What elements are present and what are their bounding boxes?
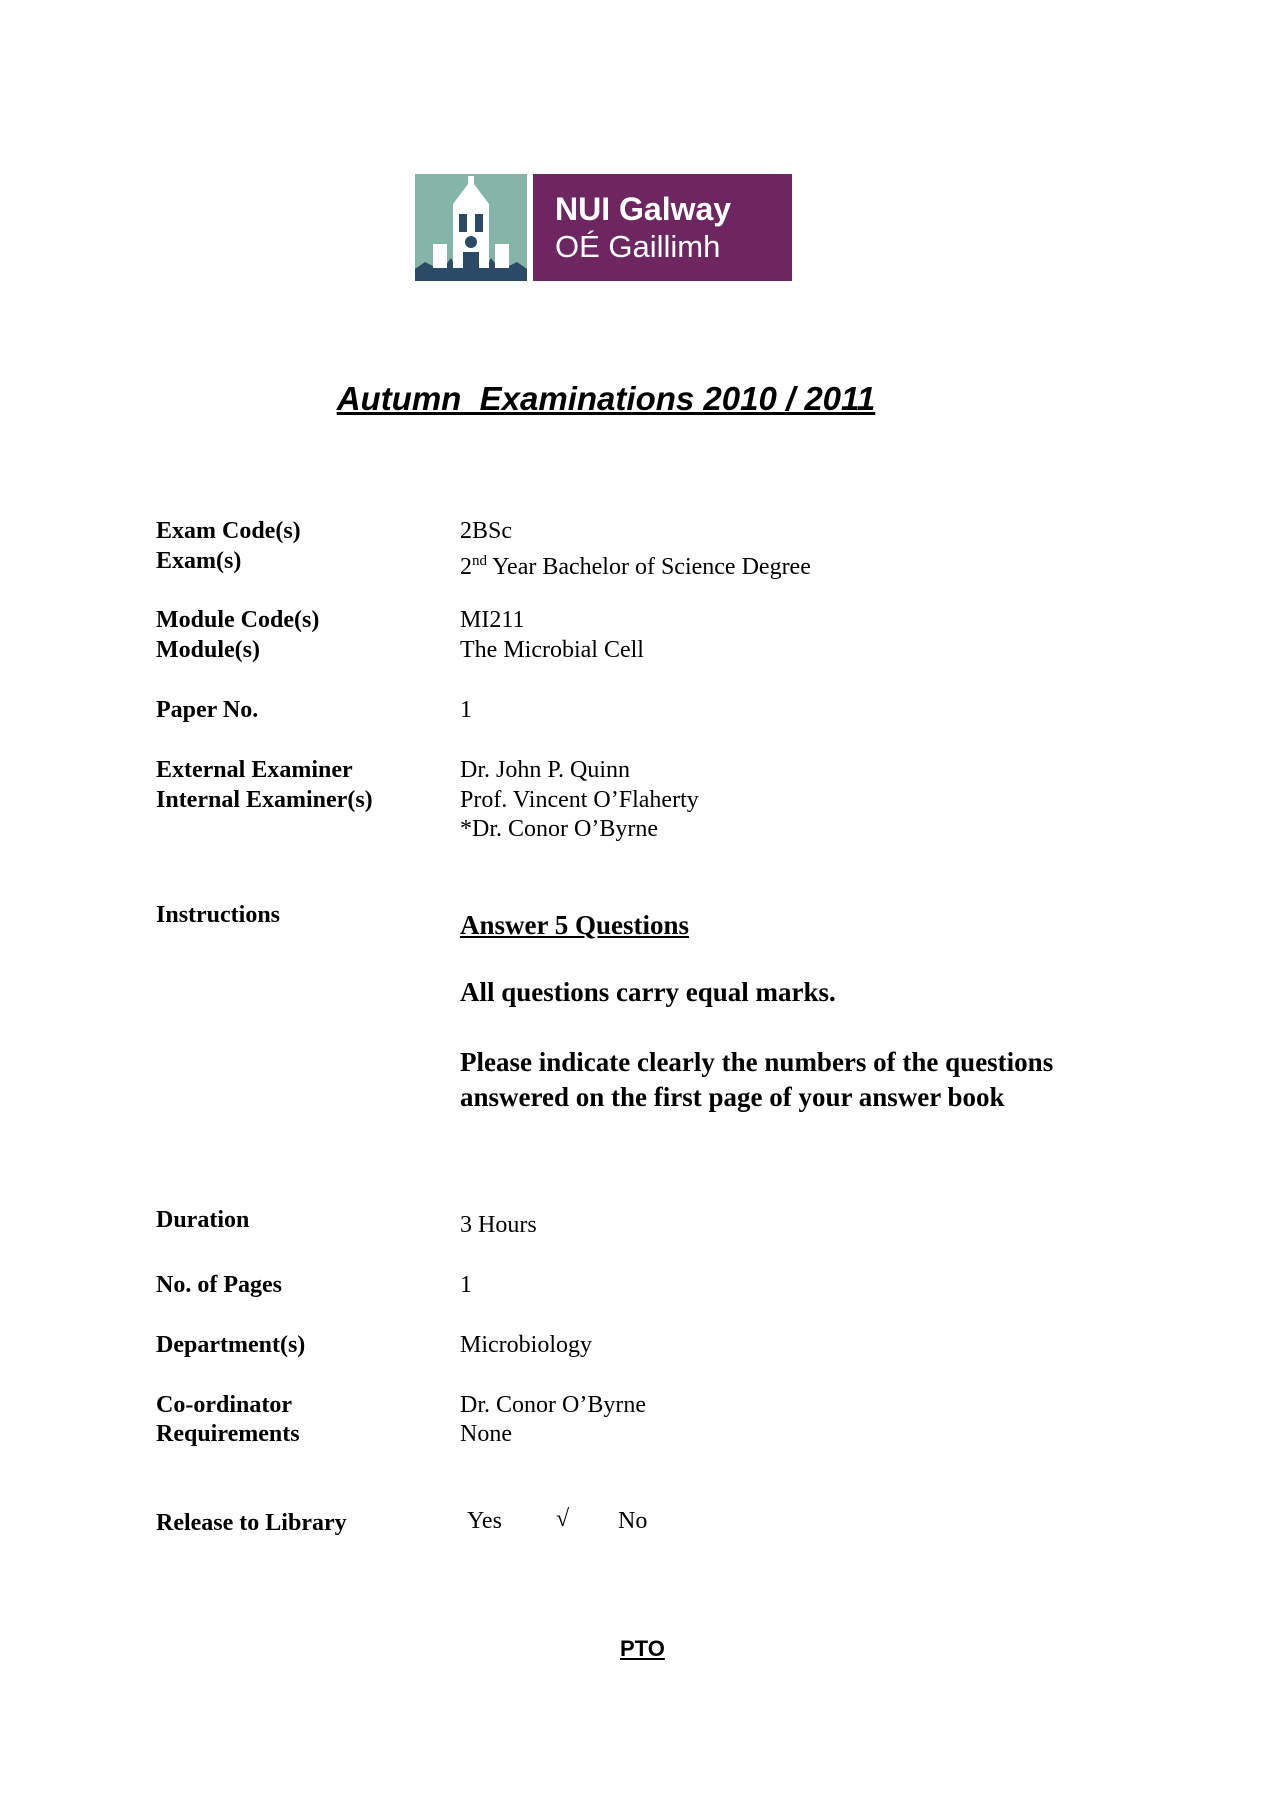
coordinator-value: Dr. Conor O’Byrne (460, 1392, 646, 1418)
requirements-label: Requirements (156, 1421, 300, 1447)
release-check-mark: √ (556, 1506, 570, 1532)
exams-ordinal-number: 2 (460, 554, 472, 580)
internal-examiners-label: Internal Examiner(s) (156, 787, 373, 813)
no-of-pages-label: No. of Pages (156, 1272, 282, 1298)
quadrangle-tower-icon (415, 174, 527, 281)
no-of-pages-value: 1 (460, 1272, 472, 1298)
internal-examiner-1: Prof. Vincent O’Flaherty (460, 787, 699, 813)
modules-label: Module(s) (156, 637, 260, 663)
instructions-answer-count: Answer 5 Questions (460, 910, 690, 940)
exam-codes-label: Exam Code(s) (156, 518, 301, 544)
exams-value-text: Year Bachelor of Science Degree (487, 554, 811, 580)
release-no-option: No (618, 1508, 648, 1534)
departments-value: Microbiology (460, 1332, 592, 1358)
exam-codes-value: 2BSc (460, 518, 513, 544)
page-title: Autumn Examinations 2010 / 2011 (336, 380, 876, 417)
internal-examiner-2: *Dr. Conor O’Byrne (460, 816, 658, 842)
logo-line1: NUI Galway (555, 190, 732, 227)
modules-value: The Microbial Cell (460, 637, 644, 663)
nui-galway-logo (415, 174, 792, 281)
external-examiner-value: Dr. John P. Quinn (460, 757, 631, 783)
paper-no-label: Paper No. (156, 697, 259, 723)
logo-wordmark (533, 174, 792, 281)
instructions-label: Instructions (156, 902, 281, 928)
release-to-library-label: Release to Library (156, 1510, 347, 1536)
coordinator-label: Co-ordinator (156, 1392, 292, 1418)
paper-no-value: 1 (460, 697, 472, 723)
instructions-equal-marks: All questions carry equal marks. (460, 977, 836, 1007)
module-codes-value: MI211 (460, 607, 525, 633)
exams-ordinal-suffix: nd (472, 553, 487, 569)
departments-label: Department(s) (156, 1332, 306, 1358)
duration-value: 3 Hours (460, 1212, 537, 1238)
instructions-indicate: Please indicate clearly the numbers of the questions answered on the first page of your answer book (460, 1047, 1054, 1112)
exams-label: Exam(s) (156, 548, 242, 574)
requirements-value: None (460, 1421, 512, 1447)
release-yes-option: Yes (467, 1508, 502, 1534)
exams-value (460, 546, 811, 582)
external-examiner-label: External Examiner (156, 757, 353, 783)
module-codes-label: Module Code(s) (156, 607, 320, 633)
duration-label: Duration (156, 1207, 250, 1233)
logo-line2: OÉ Gaillimh (555, 228, 721, 264)
pto-footer: PTO (620, 1636, 665, 1661)
